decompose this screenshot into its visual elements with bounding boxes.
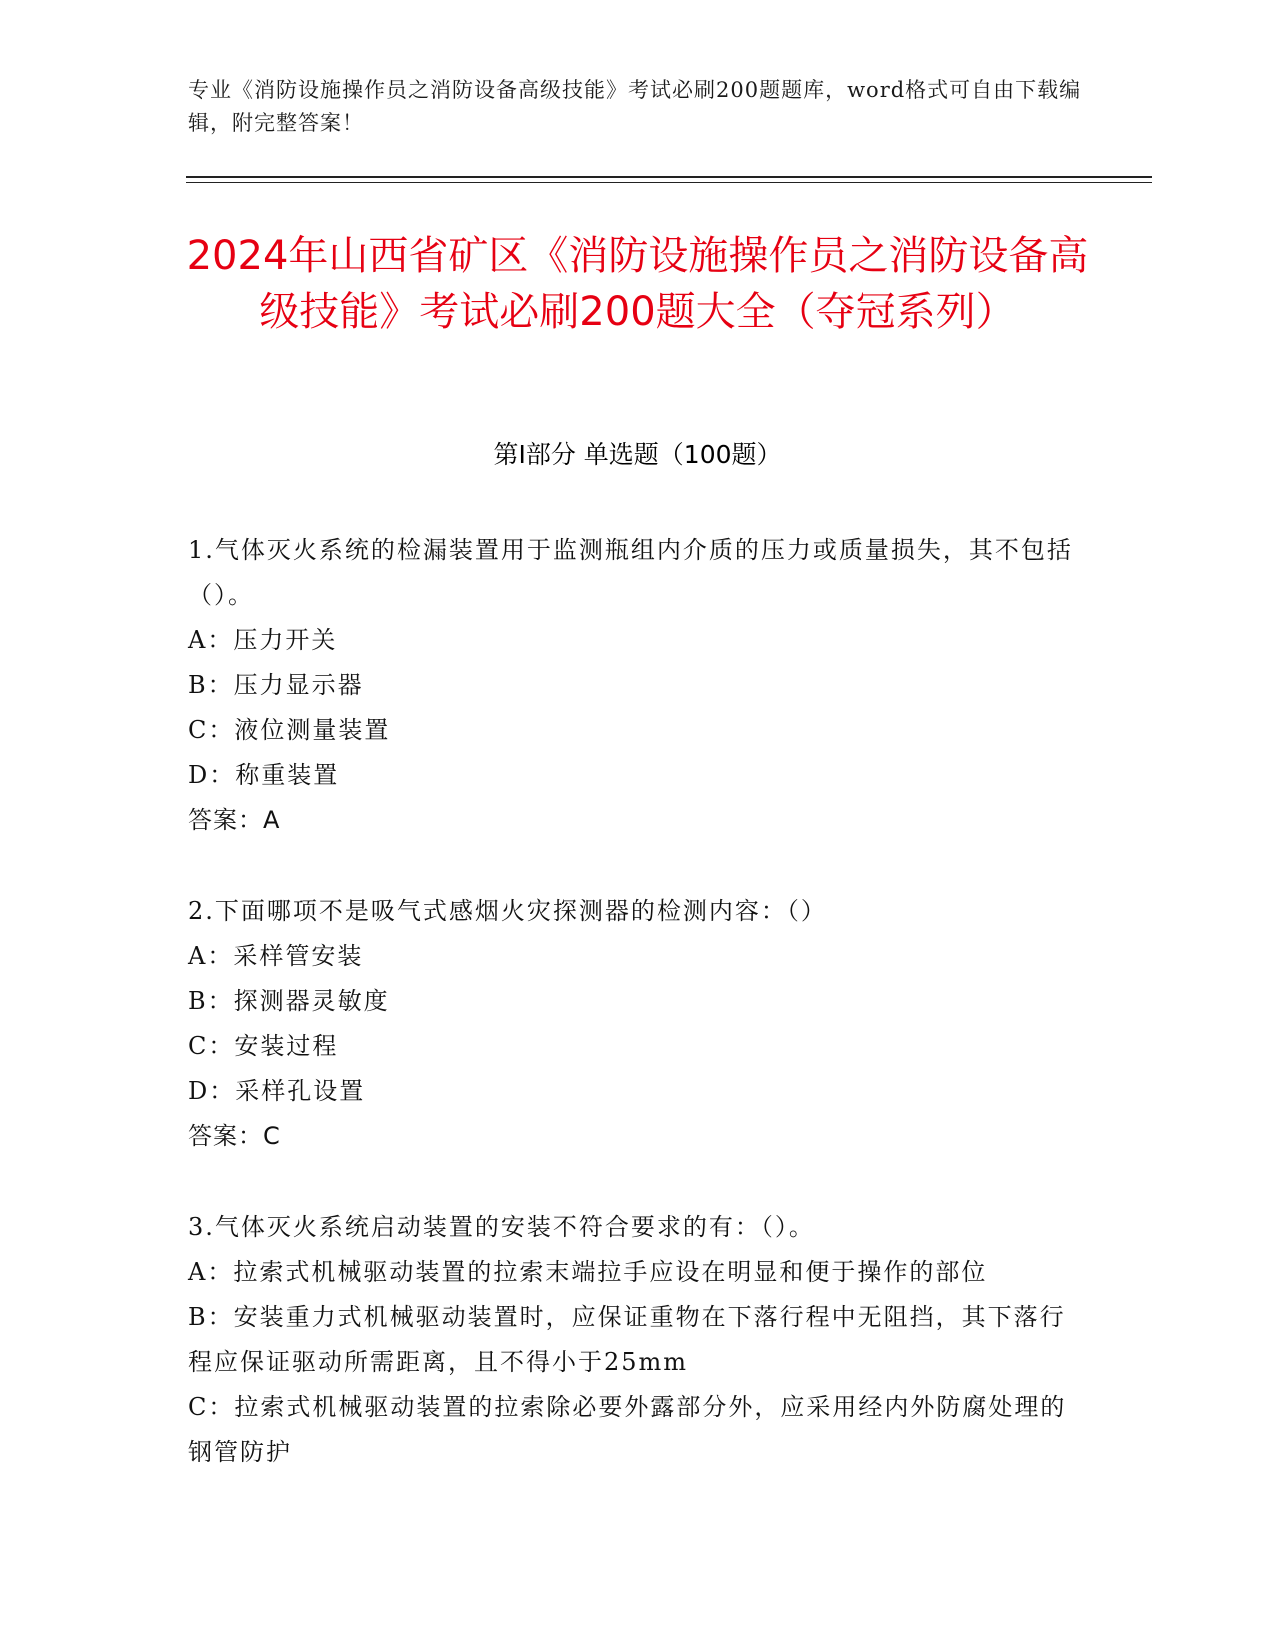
header-divider-thick [186,176,1152,178]
question-2 [188,889,1078,1159]
question-3 [188,1205,1078,1475]
option-c: C：液位测量装置 [188,716,391,744]
question-stem: 2.下面哪项不是吸气式感烟火灾探测器的检测内容：（） [188,897,827,925]
header-note: 专业《消防设施操作员之消防设备高级技能》考试必刷200题题库，word格式可自由下载编辑，附完整答案！ [188,78,1082,135]
option-b: B：压力显示器 [188,671,364,699]
question-1 [188,528,1078,843]
question-stem: 1.气体灭火系统的检漏装置用于监测瓶组内介质的压力或质量损失，其不包括（）。 [188,536,1073,609]
answer: 答案：A [188,806,281,834]
option-a: A：采样管安装 [188,942,364,970]
option-c: C：安装过程 [188,1032,339,1060]
option-d: D：称重装置 [188,761,340,789]
option-a: A：压力开关 [188,626,338,654]
section-heading: 第I部分 单选题（100题） [493,440,782,469]
header-divider-thin [186,182,1152,183]
option-c: C：拉索式机械驱动装置的拉索除必要外露部分外，应采用经内外防腐处理的钢管防护 [188,1393,1067,1466]
document-title: 2024年山西省矿区《消防设施操作员之消防设备高级技能》考试必刷200题大全（夺冠系列） [186,233,1089,335]
option-a: A：拉索式机械驱动装置的拉索末端拉手应设在明显和便于操作的部位 [188,1258,988,1286]
question-list [188,528,1078,1521]
option-b: B：安装重力式机械驱动装置时，应保证重物在下落行程中无阻挡，其下落行程应保证驱动所需距离，且不得小于25mm [188,1303,1066,1376]
option-b: B：探测器灵敏度 [188,987,390,1015]
answer: 答案：C [188,1122,281,1150]
option-d: D：采样孔设置 [188,1077,366,1105]
question-stem: 3.气体灭火系统启动装置的安装不符合要求的有：（）。 [188,1213,815,1241]
